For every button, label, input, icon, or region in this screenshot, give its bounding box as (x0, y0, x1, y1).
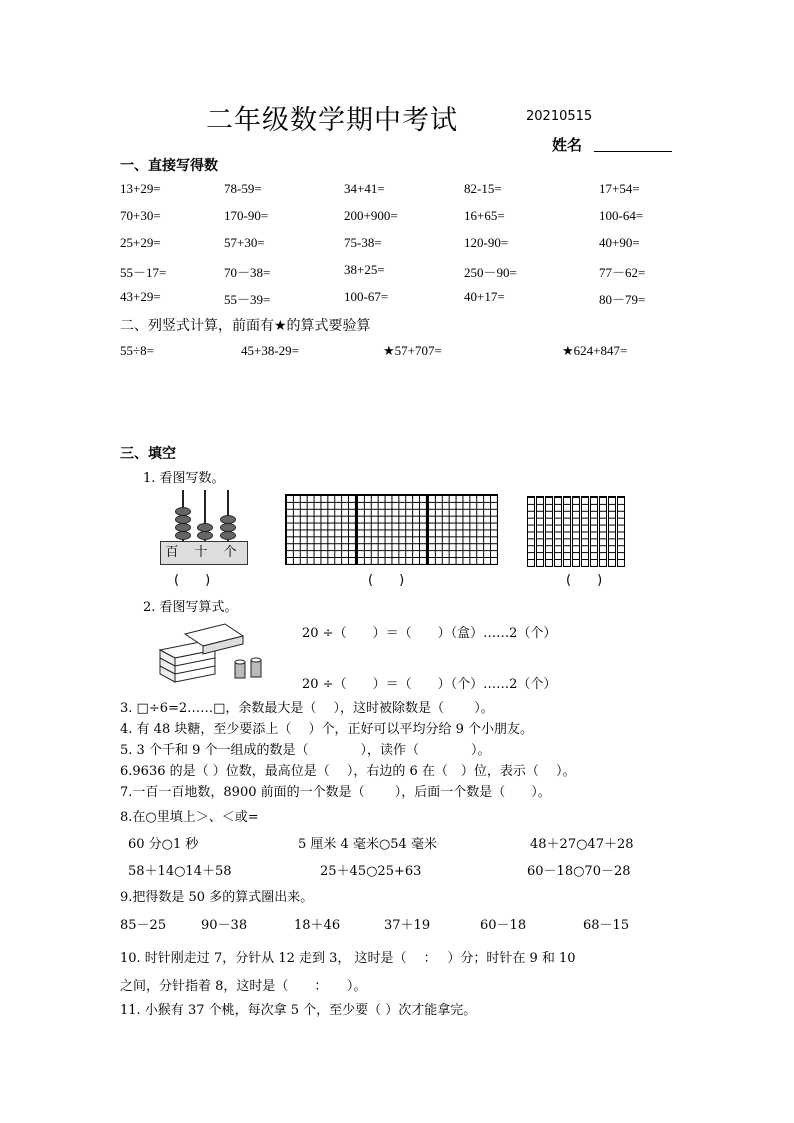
section1-title: 一、直接写得数 (120, 158, 218, 174)
q9-item-5: 60－18 (480, 918, 527, 933)
q1-blank-1[interactable]: ( ) (174, 573, 211, 588)
q2-line-1: 20 ÷（ ）＝（ ）（盒）……2（个） (302, 626, 557, 641)
page-title: 二年级数学期中考试 (206, 105, 458, 136)
oral-calc-item: 13+29= (120, 181, 161, 196)
name-label: 姓名 (552, 136, 583, 154)
q1-label: 1. 看图写数。 (143, 471, 225, 486)
q7: 7.一百一百地数，8900 前面的一个数是（ ），后面一个数是（ ）。 (120, 785, 551, 800)
q2-label: 2. 看图写算式。 (143, 600, 238, 615)
q6: 6.9636 的是（ ）位数，最高位是（ ），右边的 6 在（ ）位，表示（ ）。 (120, 764, 576, 779)
oral-calc-item: 100-64= (599, 208, 644, 223)
q8-item-4: 58＋14○14＋58 (128, 864, 232, 879)
q9-item-3: 18＋46 (294, 918, 341, 933)
oral-calc-item: 43+29= (120, 289, 161, 304)
vertical-calc-1: 55÷8= (120, 343, 154, 358)
q9-item-2: 90－38 (201, 918, 248, 933)
vertical-calc-4: ★624+847= (562, 343, 628, 358)
q10-line-2: 之间，分针指着 8，这时是（ ： ）。 (120, 979, 367, 994)
oral-calc-item: 80－79= (599, 292, 646, 307)
oral-calc-item: 34+41= (344, 181, 385, 196)
oral-calc-item: 16+65= (464, 208, 505, 223)
boxes-illustration (155, 620, 275, 686)
q1-blank-3[interactable]: ( ) (566, 573, 603, 588)
exam-date: 20210515 (526, 109, 593, 124)
oral-calc-item: 40+17= (464, 289, 505, 304)
section3-title: 三、填空 (120, 446, 176, 462)
oral-calc-item: 75-38= (344, 235, 382, 250)
q8-label: 8.在○里填上＞、＜或= (120, 810, 259, 825)
hundred-grid-3 (427, 494, 498, 565)
q8-item-3: 48＋27○47＋28 (530, 837, 634, 852)
oral-calc-item: 70+30= (120, 208, 161, 223)
q11: 11. 小猴有 37 个桃，每次拿 5 个，至少要（ ）次才能拿完。 (120, 1003, 477, 1018)
section2-title: 二、列竖式计算，前面有★的算式要验算 (120, 318, 371, 334)
q5: 5. 3 个千和 9 个一组成的数是（ ），读作（ ）。 (120, 743, 491, 758)
oral-calc-item: 38+25= (344, 262, 385, 277)
q1-blank-2[interactable]: ( ) (368, 573, 405, 588)
q10-line-1: 10. 时针刚走过 7，分针从 12 走到 3， 这时是（ ： ）分；时针在 9 和 10 (120, 951, 576, 966)
oral-calc-item: 55－17= (120, 265, 167, 280)
q8-item-5: 25＋45○25+63 (320, 864, 422, 879)
oral-calc-item: 82-15= (464, 181, 502, 196)
oral-calc-item: 25+29= (120, 235, 161, 250)
q8-item-6: 60－18○70－28 (527, 864, 631, 879)
vertical-calc-2: 45+38-29= (241, 343, 299, 358)
oral-calc-item: 120-90= (464, 235, 509, 250)
hundred-grid-2 (356, 494, 427, 565)
q2-line-2: 20 ÷（ ）＝（ ）（个）……2（个） (302, 677, 557, 692)
oral-calc-item: 70－38= (224, 265, 271, 280)
name-blank[interactable] (594, 151, 672, 152)
oral-calc-item: 250－90= (464, 265, 517, 280)
hundred-grid-1 (285, 494, 356, 565)
oral-calc-item: 100-67= (344, 289, 389, 304)
oral-calc-item: 200+900= (344, 208, 398, 223)
q8-item-1: 60 分○1 秒 (128, 837, 199, 852)
oral-calc-item: 170-90= (224, 208, 269, 223)
q8-item-2: 5 厘米 4 毫米○54 毫米 (298, 837, 437, 852)
q4: 4. 有 48 块糖，至少要添上（ ）个，正好可以平均分给 9 个小朋友。 (120, 722, 534, 737)
q9-item-6: 68－15 (583, 918, 630, 933)
abacus-label: 百 十 个 (160, 541, 248, 565)
oral-calc-item: 77－62= (599, 265, 646, 280)
oral-calc-item: 57+30= (224, 235, 265, 250)
oral-calc-item: 40+90= (599, 235, 640, 250)
oral-calc-item: 78-59= (224, 181, 262, 196)
q3: 3. □÷6=2……□，余数最大是（ ），这时被除数是（ ）。 (120, 701, 494, 716)
q9-item-4: 37＋19 (384, 918, 431, 933)
oral-calc-item: 55－39= (224, 292, 271, 307)
oral-calc-item: 17+54= (599, 181, 640, 196)
q9-label: 9.把得数是 50 多的算式圈出来。 (120, 890, 314, 905)
vertical-calc-3: ★57+707= (383, 343, 442, 358)
q9-item-1: 85－25 (120, 918, 167, 933)
